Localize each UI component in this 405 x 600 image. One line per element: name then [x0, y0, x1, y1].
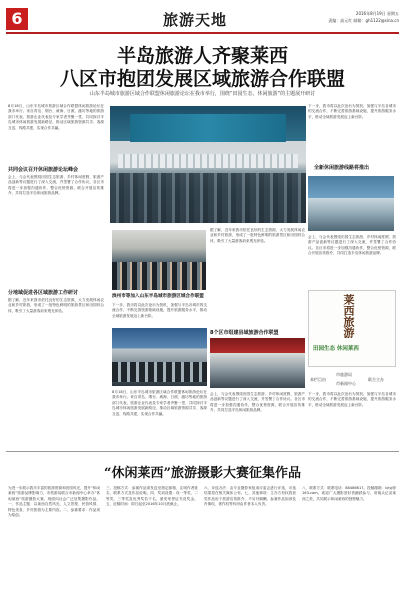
section-head-research: 分地域促进各区域旅游工作研讨	[8, 290, 79, 296]
mid-body-col3: 会上，与会代表围绕田园生态旅游、乡村休闲度假、旅游产品创新等议题进行了深入交流，并签署了合作协议。各区市将进一步加强沟通协作，整合优势资源，联合开展宣传推介，共同打造半岛休闲旅游品牌。	[210, 392, 305, 413]
main-lead: 山东半岛城市旅游区域合作联盟休闲旅游论坛在我市举行，围绕“田园生态，休闲旅游”的主题展开研讨	[89, 91, 316, 97]
header-rule	[6, 32, 399, 34]
main-body-col4: 下一步，我市将以此次论坛为契机，加强与半岛各城市的交流合作，不断完善旅游基础设施，提升旅游服务水平，推动全域旅游发展迈上新台阶。	[308, 104, 396, 119]
mid-body-col2: 8月18日，山东半岛城市旅游区域合作联盟休闲旅游论坛在我市举行。来自青岛、烟台、威海、日照、潍坊等地的旅游部门代表，旅游企业代表及专家学者齐聚一堂，共同探讨半岛城市休闲旅游发展新路径，推动区域旅游资源共享、客源互送、线路共建，实现合作共赢。	[112, 390, 207, 416]
laixi-tourism-logo	[308, 290, 396, 367]
logo-slogan: 田园生态 休闲莱西	[313, 346, 359, 352]
date-line: 2016年8月19日 星期五	[355, 11, 399, 16]
route-body: 会上，与会代表围绕田园生态旅游、乡村休闲度假、旅游产品创新等议题进行了深入交流，并签署了合作协议。各区市将进一步加强沟通协作，整合优势资源，联合开展宣传推介，共同打造半岛休闲旅游品牌。	[308, 235, 396, 256]
contest-col4: 八、联系方式：联系电话：88486617。投稿邮箱：lxlyj@163.com。欢迎广大摄影爱好者踊跃参与，用镜头记录莱西之美，共同展示休闲莱西的独特魅力。	[302, 486, 396, 501]
page-number: 6	[6, 8, 28, 30]
audience-crowd	[110, 173, 306, 223]
route-photo	[308, 176, 394, 231]
meeting-photo	[112, 230, 206, 290]
section-head-eight-cities: 8个区市组建县域旅游合作联盟	[210, 330, 279, 336]
group-photo	[112, 328, 207, 386]
logo-characters: 莱西旅游	[342, 294, 355, 338]
contest-col1: 为进一步展示我市丰富的旅游资源和田园风光，提升“休闲莱西”旅游品牌影响力，市旅游局联合市新闻中心举办“休闲莱西”旅游摄影大赛，现面向社会广泛征集摄影作品。一、作品主题：以莱西自然风光、人文景观、民俗风情、特色美食、乡村旅游为主要内容。二、参赛要求：作品须为原创。	[8, 486, 100, 518]
main-title-line2: 八区市抱团发展区域旅游合作联盟	[59, 68, 345, 90]
stage-backdrop	[130, 114, 286, 142]
sponsor-host-label: 本栏目由	[310, 377, 326, 382]
main-body-col1: 8月18日，山东半岛城市旅游区域合作联盟休闲旅游论坛在我市举行。来自青岛、烟台、威海、日照、潍坊等地的旅游部门代表，旅游企业代表及专家学者齐聚一堂，共同探讨半岛城市休闲旅游发展新路径，推动区域旅游资源共享、客源互送、线路共建，实现合作共赢。	[8, 104, 104, 130]
sponsor-suffix: 联合主办	[368, 377, 384, 382]
contest-col2: 三、投稿方式：参赛作品请发送至指定邮箱，注明作者姓名、联系方式及作品说明。四、奖项设置：设一等奖、二等奖、三等奖及优秀奖若干名，颁发荣誉证书及奖金。五、征稿时间：即日起至2016年10月底截止。	[106, 486, 198, 507]
signing-photo	[210, 338, 305, 388]
contest-col3: 六、评选办法：由专业摄影家组成评委会进行评选，评选结果将在相关媒体公布。七、其他事项：主办方有权将获奖作品用于旅游宣传推介，不另付稿酬。参赛作品如涉及肖像权、著作权等纠纷由作者本人负责。	[204, 486, 296, 507]
editor-line: 责编：高元红 邮箱：gh1122@sina.cn	[328, 18, 399, 23]
group-people	[112, 362, 207, 382]
audience-chairs	[118, 154, 298, 168]
section-head-forum: 共同会议召开休闲旅游论坛峰会	[8, 167, 79, 173]
contest-title: “休闲莱西”旅游摄影大赛征集作品	[104, 466, 301, 481]
section-head-join: 滨州市等加入山东半岛城市旅游区域合作联盟	[112, 294, 204, 299]
section-divider	[6, 451, 399, 452]
side-body-col: 下一步，我市将以此次论坛为契机，加强与半岛各城市的交流合作，不断完善旅游基础设施，提升旅游服务水平，推动全域旅游发展迈上新台阶。	[308, 392, 396, 407]
section-head-laixi-route: 全新休闲旅游线路将推出	[314, 165, 370, 171]
sponsor-org2: 市新闻中心	[336, 381, 356, 386]
section-title: 旅游天地	[163, 11, 228, 29]
meeting-people	[112, 262, 206, 290]
mid-body-col: 据了解，近年来我市依托良好的生态资源，大力发展休闲农业和乡村旅游，形成了一批特色鲜明的旅游景区和田园综合体，吸引了大量游客前来观光体验。	[210, 228, 305, 243]
sponsor-org1: 市旅游局	[336, 372, 352, 377]
forum-photo	[110, 106, 306, 223]
main-body-col2: 会上，与会代表围绕田园生态旅游、乡村休闲度假、旅游产品创新等议题进行了深入交流，并签署了合作协议。各区市将进一步加强沟通协作，整合优势资源，联合开展宣传推介，共同打造半岛休闲旅游品牌。	[8, 175, 104, 196]
join-body: 下一步，我市将以此次论坛为契机，加强与半岛各城市的交流合作，不断完善旅游基础设施，提升旅游服务水平，推动全域旅游发展迈上新台阶。	[112, 303, 207, 318]
main-title-line1: 半岛旅游人齐聚莱西	[116, 45, 288, 67]
main-body-col3: 据了解，近年来我市依托良好的生态资源，大力发展休闲农业和乡村旅游，形成了一批特色鲜明的旅游景区和田园综合体，吸引了大量游客前来观光体验。	[8, 298, 104, 313]
